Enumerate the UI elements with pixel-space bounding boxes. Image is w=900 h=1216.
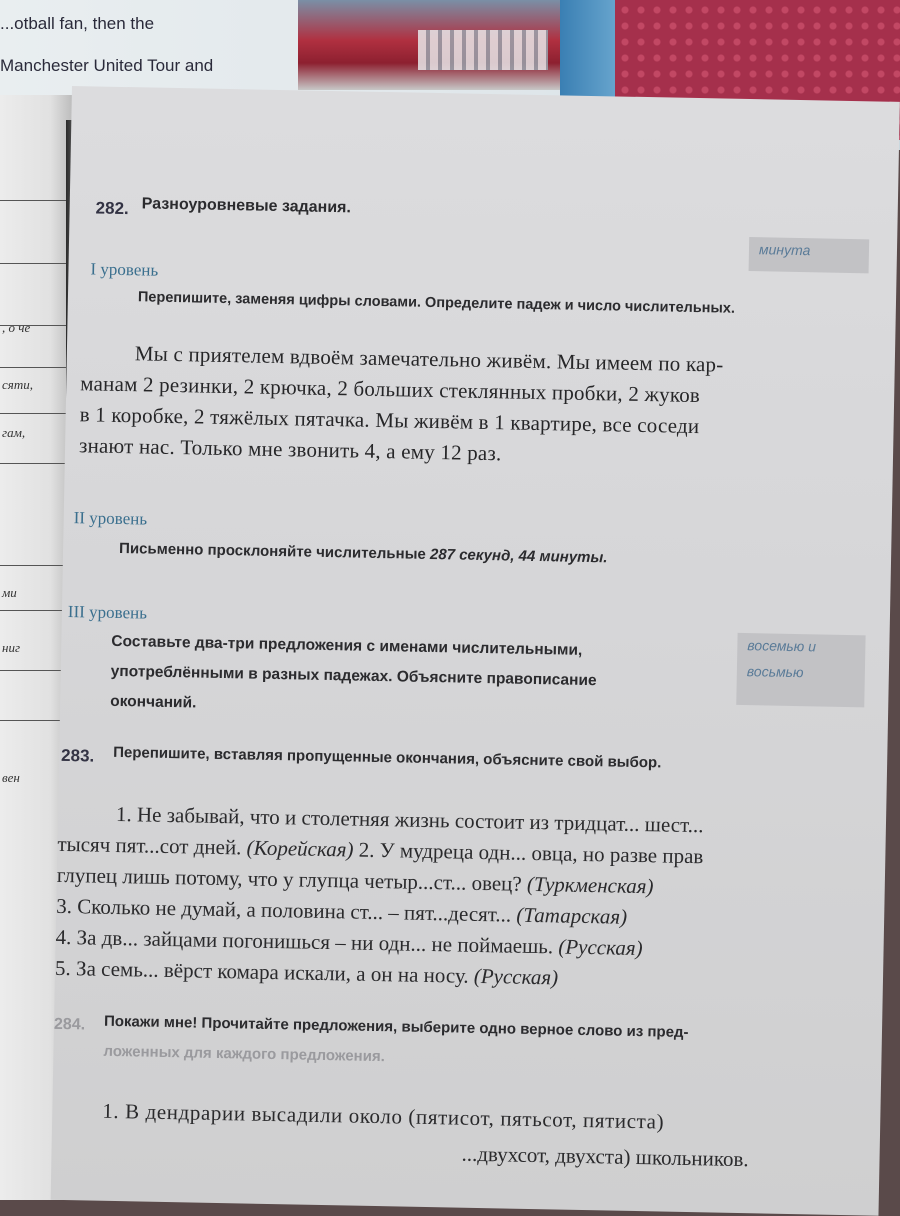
text-line: употреблёнными в разных падежах. Объясните правописание	[110, 662, 597, 690]
level-instruction: Перепишите, заменяя цифры словами. Определите падеж и число числительных.	[137, 289, 736, 317]
text-line: Составьте два-три предложения с именами числительными,	[111, 632, 583, 659]
sentence-text: тысяч пят...сот дней.	[57, 831, 242, 860]
level-instruction	[119, 540, 608, 566]
instruction-italic: 287 секунд, 44 минуты.	[429, 545, 608, 567]
level-label: III уровень	[67, 602, 148, 623]
exercise-title-cont: ложенных для каждого предложения.	[103, 1042, 385, 1066]
sentence-line: ...двухсот, двухста) школьников.	[461, 1141, 749, 1172]
sentence-line: 1. В дендрарии высадили около (пятисот, пятьсот, пятиста)	[102, 1098, 665, 1134]
exercise-title: Разноуровневые задания.	[141, 195, 352, 217]
text-line: окончаний.	[110, 692, 197, 712]
margin-note-line: восемью и	[747, 637, 817, 655]
sentence-line	[55, 925, 642, 961]
textbook-page	[51, 86, 900, 1216]
source-note: (Туркменская)	[526, 871, 654, 899]
level-label: II уровень	[73, 508, 148, 529]
left-fragment: вен	[2, 770, 20, 785]
source-note: (Русская)	[558, 934, 643, 961]
margin-note-line: восьмью	[746, 663, 804, 681]
sentence-text: 4. За дв... зайцами погонишься – ни одн... не поймаешь.	[55, 924, 554, 959]
text-line: Мы с приятелем вдвоём замечательно живём. Мы имеем по кар-	[134, 341, 724, 377]
sentence-line	[55, 956, 559, 991]
brochure-line: ...otball fan, then the	[0, 14, 155, 33]
sentence-text: глупец лишь потому, что у глупца четыр...ст... овец?	[56, 862, 522, 896]
left-fragment: гам,	[2, 425, 26, 440]
stadium-photo	[298, 0, 560, 90]
text-line: манам 2 резинки, 2 крючка, 2 больших стеклянных пробки, 2 жуков	[80, 371, 701, 408]
exercise-title: Покажи мне! Прочитайте предложения, выберите одно верное слово из пред-	[103, 1012, 689, 1042]
brochure-line: Manchester United Tour and	[0, 56, 214, 75]
text-line: знают нас. Только мне звонить 4, а ему 12 раз.	[78, 433, 502, 466]
text-line: в 1 коробке, 2 тяжёлых пятачка. Мы живём в 1 квартире, все соседи	[79, 402, 700, 439]
blue-edge	[560, 0, 620, 110]
margin-note	[736, 633, 865, 707]
left-fragment: сяти,	[2, 377, 33, 392]
sentence-text: 2. У мудреца одн... овца, но разве прав	[353, 837, 704, 869]
sentence-text: 3. Сколько не думай, а половина ст... – пят...десят...	[56, 893, 512, 927]
instruction-text: Письменно просклоняйте числительные	[118, 539, 426, 563]
left-fragment: , о че	[2, 320, 31, 335]
sentence-line	[57, 832, 703, 869]
sentence-line	[57, 863, 654, 899]
source-note: (Татарская)	[516, 902, 628, 929]
sentence-line	[56, 894, 627, 930]
level-label: I уровень	[90, 259, 159, 280]
left-fragment: ми	[2, 585, 17, 600]
exercise-number: 284.	[53, 1015, 86, 1034]
sentence-line: 1. Не забывай, что и столетняя жизнь состоит из тридцат... шест...	[115, 801, 704, 838]
sentence-text: 5. За семь... вёрст комара искали, а он на носу.	[54, 955, 469, 988]
exercise-number: 283.	[60, 745, 95, 766]
left-fragment: ниг	[2, 640, 21, 655]
source-note: (Русская)	[473, 963, 559, 990]
exercise-title: Перепишите, вставляя пропущенные окончания, объясните свой выбор.	[113, 743, 662, 772]
exercise-number: 282.	[95, 198, 129, 219]
margin-note: минута	[749, 237, 870, 273]
source-note: (Корейская)	[246, 835, 354, 862]
